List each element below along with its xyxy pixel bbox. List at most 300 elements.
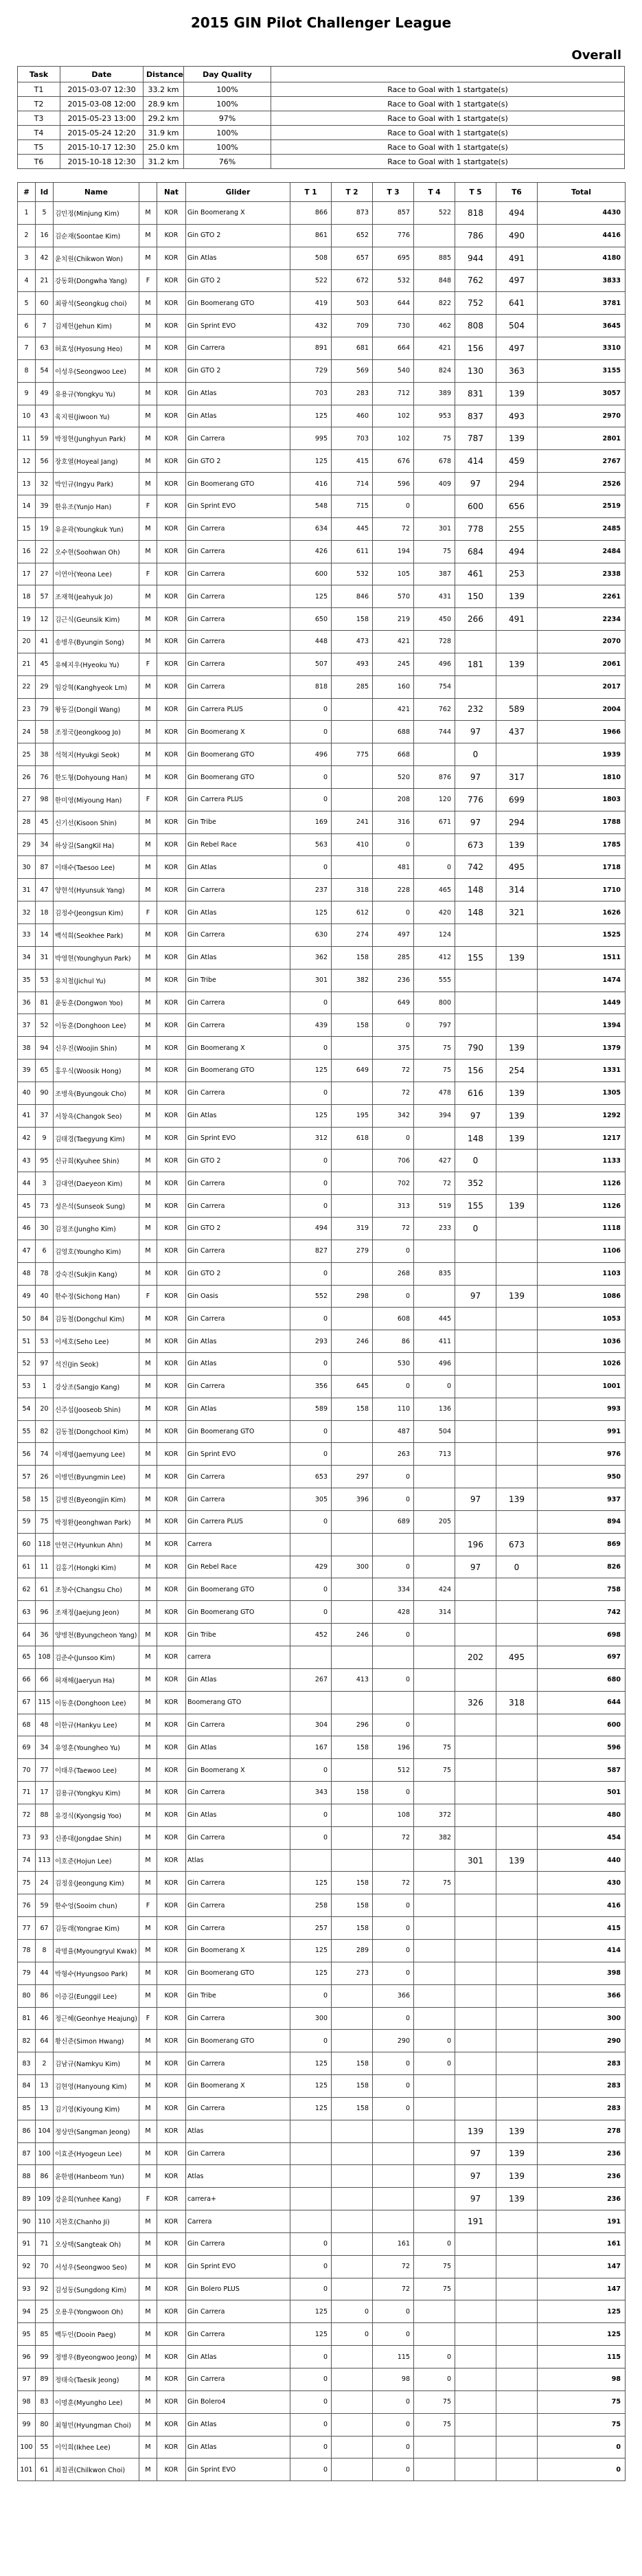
pilot-cell: 124 [414,924,455,947]
pilot-cell: KOR [157,1014,186,1037]
pilot-cell: M [139,2052,157,2075]
pilot-cell: 236 [538,2142,626,2165]
pilot-cell: KOR [157,721,186,743]
pilot-cell [414,1240,455,1262]
pilot-cell: 88 [36,1804,54,1826]
pilot-cell: 14 [18,495,36,517]
pilot-cell: 273 [332,1962,373,1984]
pilot-cell: 503 [332,292,373,315]
pilot-cell: 139 [496,653,538,675]
task-cell: Race to Goal with 1 startgate(s) [271,140,625,155]
pilot-cell: 18 [36,901,54,924]
pilot-cell: 86 [36,2165,54,2188]
pilot-cell [496,924,538,947]
pilot-cell [373,2120,414,2142]
pilot-cell: Gin Sprint EVO [186,2255,290,2278]
pilot-cell: 김정웅(Jeongung Kim) [54,1872,139,1894]
pilot-cell [290,2165,332,2188]
pilot-cell: KOR [157,1782,186,1804]
pilot-cell: 644 [373,292,414,315]
pilot-cell: 정근혜(Geonhye Heajung) [54,2007,139,2030]
pilot-cell: F [139,563,157,585]
pilot-cell: 0 [373,1624,414,1646]
pilot-cell: M [139,2346,157,2368]
pilot-cell: 한유조(Yunjo Han) [54,495,139,517]
pilot-cell: 460 [332,405,373,427]
pilot-cell: 158 [332,1736,373,1759]
pilot-cell: 130 [455,359,496,382]
pilot-cell [455,2075,496,2098]
pilot-cell: 150 [455,585,496,608]
pilot-cell: 319 [332,1217,373,1240]
pilot-cell: KOR [157,517,186,540]
pilot-cell: 891 [290,337,332,360]
pilot-cell: Gin GTO 2 [186,269,290,292]
pilot-cell [414,1984,455,2007]
pilot-cell: KOR [157,811,186,833]
pilot-cell: 오용우(Yongwoon Oh) [54,2300,139,2323]
pilot-cell: 487 [373,1420,414,1443]
pilot-cell: 255 [496,517,538,540]
pilot-cell: 2261 [538,585,626,608]
pilot-cell: 495 [496,856,538,879]
pilot-cell: 570 [373,585,414,608]
pilot-cell: M [139,1375,157,1398]
pilot-cell: 512 [373,1759,414,1782]
pilot-cell: KOR [157,1127,186,1150]
pilot-row [18,1240,626,1262]
pilot-cell: 1803 [538,788,626,811]
pilot-cell: Gin Bolero PLUS [186,2278,290,2300]
pilot-cell: Gin Carrera [186,1826,290,1849]
pilot-cell: KOR [157,2346,186,2368]
pilot-cell: 85 [18,2097,36,2120]
pilot-cell [290,1691,332,1714]
pilot-cell: 0 [332,2323,373,2346]
pilot-cell: 101 [18,2459,36,2481]
pilot-row [18,1601,626,1624]
pilot-cell: Boomerang GTO [186,1691,290,1714]
pilot-cell [496,1578,538,1601]
pilot-cell: 98 [373,2368,414,2391]
pilot-cell: 박영현(Younghyun Park) [54,946,139,969]
pilot-cell: 39 [18,1060,36,1082]
pilot-cell: 776 [373,224,414,247]
pilot-cell: M [139,2368,157,2391]
pilot-cell: KOR [157,495,186,517]
pilot-cell [496,1150,538,1172]
pilot-cell: KOR [157,2052,186,2075]
pilot-cell: 박정환(Jeonghwan Park) [54,1510,139,1533]
pilot-cell: 873 [332,202,373,225]
pilot-cell: 219 [373,608,414,631]
pilot-cell [455,1624,496,1646]
pilot-cell: 29 [18,833,36,856]
pilot-cell [496,2052,538,2075]
pilot-cell [496,1240,538,1262]
pilot-cell: KOR [157,427,186,450]
pilot-cell: 2519 [538,495,626,517]
pilot-cell: 97 [455,2188,496,2210]
pilot-cell [455,1917,496,1940]
pilot-cell: 950 [538,1466,626,1488]
pilot-cell: 194 [373,540,414,563]
pilot-cell: 75 [414,427,455,450]
pilot-cell: 17 [36,1782,54,1804]
pilot-cell: 37 [18,1014,36,1037]
task-cell: 33.2 km [144,82,184,97]
pilot-cell: 조창수(Changsu Cho) [54,1578,139,1601]
pilot-row [18,292,626,315]
pilot-cell: KOR [157,2300,186,2323]
pilot-cell: KOR [157,473,186,495]
pilot-cell: KOR [157,1488,186,1511]
pilot-cell: Gin Atlas [186,946,290,969]
pilot-cell: 신규희(Kyuhee Shin) [54,1150,139,1172]
pilot-row [18,1984,626,2007]
pilot-cell: Gin Atlas [186,2436,290,2459]
pilot-cell: 494 [496,540,538,563]
pilot-row [18,721,626,743]
pilot-row [18,608,626,631]
pilot-cell: 428 [373,1601,414,1624]
pilot-cell: 294 [496,473,538,495]
pilot-cell: 조정국(Jeongkoog Jo) [54,721,139,743]
pilot-cell: 57 [18,1466,36,1488]
pilot-cell: M [139,1984,157,2007]
pilot-cell: 45 [36,653,54,675]
pilot-cell: 125 [290,2300,332,2323]
pilot-row [18,202,626,225]
pilot-cell: 57 [36,585,54,608]
pilot-cell: 0 [373,2007,414,2030]
pilot-cell: 139 [496,2142,538,2165]
pilot-cell: 26 [36,1466,54,1488]
pilot-cell: 0 [290,1443,332,1466]
pilot-cell: M [139,721,157,743]
pilot-cell: 0 [414,1375,455,1398]
pilot-cell: 0 [373,2052,414,2075]
page-title: 2015 GIN Pilot Challenger League [190,14,452,31]
pilot-cell: 이성우(Seongwoo Lee) [54,359,139,382]
pilot-cell [455,631,496,653]
pilot-cell: KOR [157,788,186,811]
pilot-cell: KOR [157,2007,186,2030]
pilot-cell: 439 [290,1014,332,1037]
pilot-cell: M [139,1037,157,1060]
pilot-cell: 65 [18,1646,36,1669]
pilot-cell: 589 [496,698,538,721]
pilot-cell: 1053 [538,1308,626,1330]
pilot-row [18,2278,626,2300]
pilot-cell: KOR [157,1533,186,1556]
pilot-cell: 372 [414,1804,455,1826]
pilot-cell: Gin Carrera [186,1172,290,1195]
pilot-cell: 4416 [538,224,626,247]
pilot-cell: 808 [455,315,496,337]
pilot-cell [455,1466,496,1488]
pilot-row [18,1420,626,1443]
pilot-cell: Gin Boomerang GTO [186,1420,290,1443]
pilot-cell: 89 [18,2188,36,2210]
pilot-cell: 71 [18,1782,36,1804]
pilot-cell: KOR [157,969,186,992]
pilot-cell: 0 [538,2436,626,2459]
pilot-cell [496,1826,538,1849]
pilot-cell [414,2459,455,2481]
pilot-cell: M [139,2390,157,2413]
pilot-cell: 0 [290,1262,332,1285]
pilot-cell: 125 [290,1872,332,1894]
pilot-cell: 92 [18,2255,36,2278]
pilot-cell: 75 [538,2390,626,2413]
pilot-cell: 이태수(Taesoo Lee) [54,856,139,879]
pilot-row [18,427,626,450]
pilot-cell: 491 [496,608,538,631]
pilot-cell: 97 [455,1488,496,1511]
pilot-cell: 158 [332,1917,373,1940]
pilot-cell: M [139,1556,157,1578]
pilot-cell: 742 [455,856,496,879]
task-cell: 100% [184,97,271,111]
pilot-cell: 0 [290,2459,332,2481]
pilot-cell: 66 [18,1668,36,1691]
pilot-cell: 0 [290,2436,332,2459]
pilot-cell: 8 [36,1939,54,1962]
pilot-cell: 한미영(Miyoung Han) [54,788,139,811]
pilot-cell: 301 [455,1849,496,1872]
pilot-cell: 787 [455,427,496,450]
pilot-cell: 36 [18,992,36,1014]
pilot-cell [332,1443,373,1466]
pilot-cell [332,1849,373,1872]
task-cell: 2015-03-08 12:00 [60,97,144,111]
pilot-cell: 황신준(Simon Hwang) [54,2030,139,2052]
pilot-cell: Gin Carrera [186,1014,290,1037]
pilot-cell: 0 [290,1578,332,1601]
pilot-cell: 1292 [538,1104,626,1127]
pilot-cell: 702 [373,1172,414,1195]
pilot-cell [496,2413,538,2436]
pilot-cell: 72 [18,1804,36,1826]
pilot-cell: 729 [290,359,332,382]
pilot-cell: 894 [538,1510,626,1533]
pilot-cell: Gin Atlas [186,382,290,405]
pilot-cell: 0 [373,2390,414,2413]
pilot-cell: 827 [290,1240,332,1262]
pilot-row [18,698,626,721]
pilot-cell [455,1984,496,2007]
pilot-cell: 1525 [538,924,626,947]
pilot-cell: 72 [373,1217,414,1240]
pilot-cell: 522 [290,269,332,292]
pilot-cell: KOR [157,743,186,766]
pilot-cell: KOR [157,247,186,269]
pilot-cell: 158 [332,946,373,969]
pilot-cell: 0 [290,766,332,789]
pilot-cell [332,1308,373,1330]
pilot-cell: 673 [455,833,496,856]
pilot-cell: 786 [455,224,496,247]
pilot-cell: Gin Boomerang GTO [186,1962,290,1984]
pilot-cell: 75 [36,1510,54,1533]
pilot-cell: 0 [290,1420,332,1443]
pilot-cell: 27 [18,788,36,811]
pilot-cell: 426 [290,540,332,563]
pilot-cell: Gin Carrera [186,1782,290,1804]
pilot-cell: 김대연(Daeyeon Kim) [54,1172,139,1195]
pilot-cell: 72 [373,1082,414,1104]
pilot-cell: 18 [18,585,36,608]
pilot-cell: M [139,2459,157,2481]
pilot-cell: 24 [36,1872,54,1894]
pilot-cell [496,1962,538,1984]
pilot-cell: Gin Sprint EVO [186,2459,290,2481]
pilot-cell: 88 [18,2165,36,2188]
pilot-cell [414,1939,455,1962]
pilot-cell: 72 [373,2278,414,2300]
pilot-cell: 박정현(Junghyun Park) [54,427,139,450]
pilot-cell: M [139,1601,157,1624]
pilot-cell [414,2142,455,2165]
pilot-cell: 699 [496,788,538,811]
pilot-cell: 657 [332,247,373,269]
pilot-cell: 681 [332,337,373,360]
pilot-cell: Gin Boomerang X [186,1037,290,1060]
pilot-cell: 97 [455,2142,496,2165]
pilot-cell: 41 [36,631,54,653]
pilot-cell: 776 [455,788,496,811]
pilot-cell: 61 [36,2459,54,2481]
results-header-cell [139,183,157,202]
pilot-cell: 115 [36,1691,54,1714]
pilot-cell: 548 [290,495,332,517]
pilot-cell [332,2459,373,2481]
pilot-cell: 46 [36,2007,54,2030]
pilot-cell: 4430 [538,202,626,225]
pilot-cell: 0 [414,2368,455,2391]
pilot-cell: 139 [496,2120,538,2142]
pilot-cell: 0 [414,856,455,879]
pilot-cell [414,2007,455,2030]
pilot-cell: 362 [290,946,332,969]
pilot-cell: 326 [455,1691,496,1714]
pilot-cell: 641 [496,292,538,315]
pilot-cell: 0 [290,1984,332,2007]
pilot-cell [373,2165,414,2188]
results-header-cell: Nat [157,183,186,202]
pilot-cell: 2970 [538,405,626,427]
pilot-cell [414,2075,455,2098]
pilot-cell: 서창욱(Changok Seo) [54,1104,139,1127]
pilot-cell: 93 [36,1826,54,1849]
pilot-row [18,2097,626,2120]
pilot-cell: 조병욱(Byungouk Cho) [54,1082,139,1104]
pilot-cell: 410 [332,833,373,856]
pilot-cell: Gin Carrera [186,2232,290,2255]
pilot-cell: 167 [290,1736,332,1759]
pilot-cell [332,1804,373,1826]
task-cell: 100% [184,126,271,140]
pilot-cell: M [139,1060,157,1082]
pilot-cell: 92 [36,2278,54,2300]
pilot-cell: Atlas [186,2165,290,2188]
pilot-cell: 64 [36,2030,54,2052]
pilot-cell: 409 [414,473,455,495]
pilot-cell: 300 [332,1556,373,1578]
pilot-cell: 0 [414,2346,455,2368]
pilot-cell: 673 [496,1533,538,1556]
pilot-cell [290,1849,332,1872]
pilot-row [18,901,626,924]
pilot-cell: 995 [290,427,332,450]
pilot-cell: 100 [18,2436,36,2459]
pilot-cell: 110 [373,1398,414,1420]
pilot-cell: 72 [414,1172,455,1195]
pilot-cell: 한도형(Dohyoung Han) [54,766,139,789]
pilot-row [18,2255,626,2278]
pilot-cell: 29 [36,675,54,698]
pilot-cell: 이동훈(Donghoon Lee) [54,1014,139,1037]
pilot-cell: 42 [36,247,54,269]
pilot-cell: 334 [373,1578,414,1601]
pilot-cell: 236 [373,969,414,992]
task-cell: Race to Goal with 1 startgate(s) [271,97,625,111]
pilot-cell: 837 [455,405,496,427]
pilot-cell [496,1172,538,1195]
pilot-cell: M [139,1578,157,1601]
pilot-cell: 461 [455,563,496,585]
pilot-cell: 89 [36,2368,54,2391]
pilot-cell: 415 [538,1917,626,1940]
pilot-cell: 81 [36,992,54,1014]
task-row [18,97,625,111]
pilot-cell: 조재혁(Jeahyuk Jo) [54,585,139,608]
pilot-cell [455,1894,496,1917]
pilot-cell: 94 [18,2300,36,2323]
pilot-cell [414,1917,455,1940]
pilot-cell [332,1533,373,1556]
pilot-cell: 504 [414,1420,455,1443]
pilot-cell: 하상길(SangKil Ha) [54,833,139,856]
pilot-cell: 416 [290,473,332,495]
pilot-cell: Gin Boomerang X [186,202,290,225]
pilot-cell: M [139,1714,157,1736]
pilot-cell: 490 [496,224,538,247]
pilot-cell: 오수현(Soohwan Oh) [54,540,139,563]
pilot-cell: 0 [332,2300,373,2323]
pilot-cell: F [139,1285,157,1308]
pilot-cell: Gin Atlas [186,856,290,879]
pilot-cell: 343 [290,1782,332,1804]
pilot-cell: 555 [414,969,455,992]
pilot-cell [455,1308,496,1330]
pilot-cell: 857 [373,202,414,225]
pilot-cell: M [139,811,157,833]
pilot-cell: 125 [290,450,332,473]
pilot-cell: KOR [157,992,186,1014]
pilot-cell: KOR [157,1330,186,1353]
pilot-cell: 0 [373,1240,414,1262]
pilot-cell: Gin Atlas [186,1104,290,1127]
pilot-cell: 494 [290,1217,332,1240]
pilot-cell: 236 [538,2165,626,2188]
pilot-cell [496,1984,538,2007]
pilot-cell: 윤동훈(Dongwon Yoo) [54,992,139,1014]
pilot-row [18,1804,626,1826]
pilot-cell: 79 [18,1962,36,1984]
pilot-cell [496,1917,538,1940]
